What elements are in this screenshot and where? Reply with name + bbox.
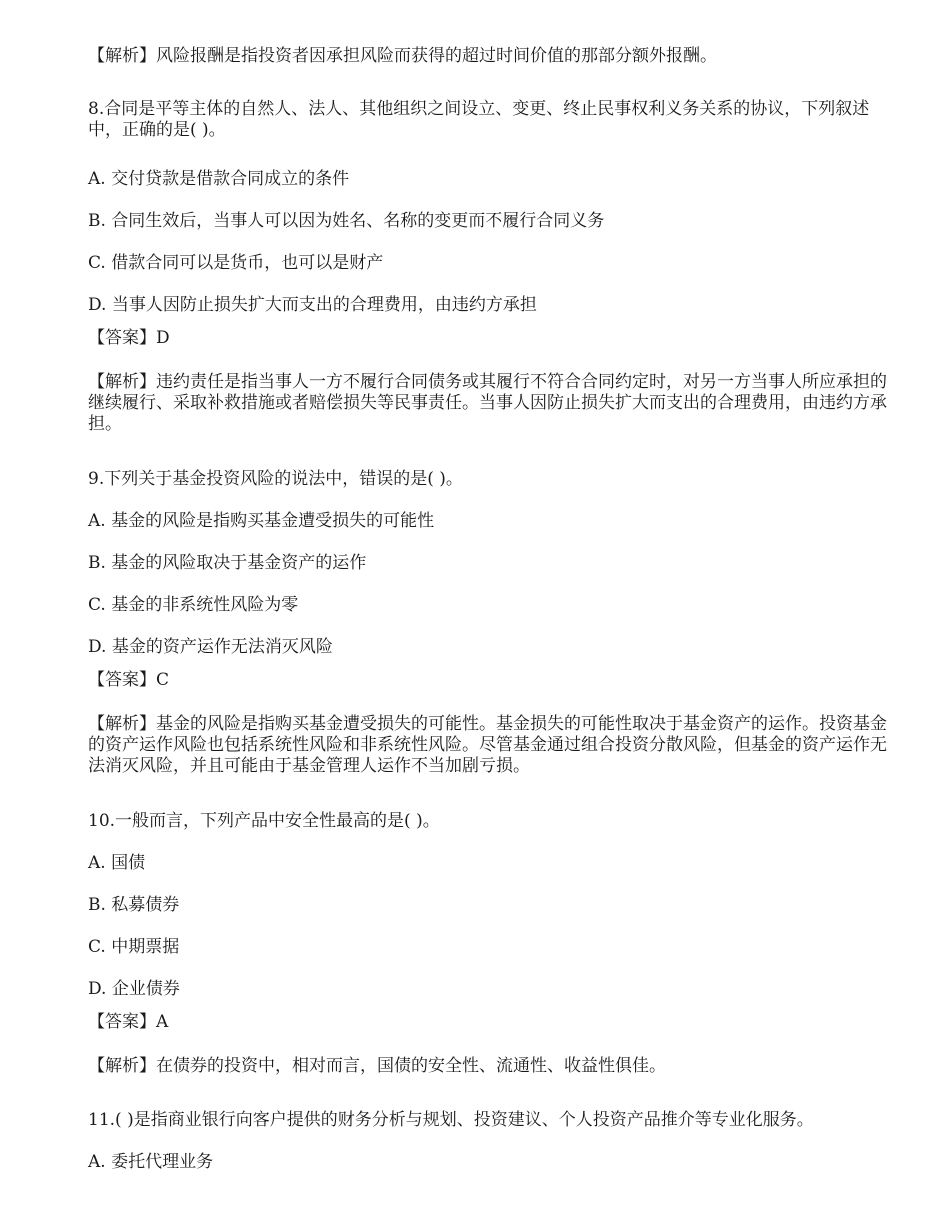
option-q8-a: A. 交付贷款是借款合同成立的条件 xyxy=(88,169,350,189)
option-q11-a: A. 委托代理业务 xyxy=(88,1152,214,1172)
option-q9-d: D. 基金的资产运作无法消灭风险 xyxy=(88,637,333,657)
option-q8-b: B. 合同生效后，当事人可以因为姓名、名称的变更而不履行合同义务 xyxy=(88,211,605,231)
question-11: 11.( )是指商业银行向客户提供的财务分析与规划、投资建议、个人投资产品推介等专业化服务。 xyxy=(88,1110,814,1130)
explanation-q9: 【解析】基金的风险是指购买基金遭受损失的可能性。基金损失的可能性取决于基金资产的运作。投资基金的资产运作风险也包括系统性风险和非系统性风险。尽管基金通过组合投资分散风险，但基金的资产运作无法消灭风险，并且可能由于基金管理人运作不当加剧亏损。 xyxy=(88,714,887,776)
answer-q10: 【答案】A xyxy=(88,1012,169,1032)
answer-q8: 【答案】D xyxy=(88,328,170,348)
option-q9-c: C. 基金的非系统性风险为零 xyxy=(88,595,299,615)
option-q9-b: B. 基金的风险取决于基金资产的运作 xyxy=(88,553,367,573)
option-q10-a: A. 国债 xyxy=(88,853,146,873)
question-8: 8.合同是平等主体的自然人、法人、其他组织之间设立、变更、终止民事权利义务关系的协议，下列叙述中，正确的是( )。 xyxy=(88,99,870,140)
option-q10-b: B. 私募债券 xyxy=(88,895,180,915)
answer-q9: 【答案】C xyxy=(88,670,170,690)
question-9: 9.下列关于基金投资风险的说法中，错误的是( )。 xyxy=(88,469,463,489)
option-q10-c: C. 中期票据 xyxy=(88,937,180,957)
explanation-q7: 【解析】风险报酬是指投资者因承担风险而获得的超过时间价值的那部分额外报酬。 xyxy=(88,46,717,66)
explanation-q10: 【解析】在债券的投资中，相对而言，国债的安全性、流通性、收益性俱佳。 xyxy=(88,1056,666,1076)
option-q9-a: A. 基金的风险是指购买基金遭受损失的可能性 xyxy=(88,511,435,531)
explanation-q8: 【解析】违约责任是指当事人一方不履行合同债务或其履行不符合合同约定时，对另一方当事人所应承担的继续履行、采取补救措施或者赔偿损失等民事责任。当事人因防止损失扩大而支出的合理费用，由违约方承担。 xyxy=(88,372,887,434)
question-10: 10.一般而言，下列产品中安全性最高的是( )。 xyxy=(88,811,440,831)
option-q8-c: C. 借款合同可以是货币，也可以是财产 xyxy=(88,253,384,273)
option-q10-d: D. 企业债券 xyxy=(88,979,180,999)
option-q8-d: D. 当事人因防止损失扩大而支出的合理费用，由违约方承担 xyxy=(88,295,537,315)
